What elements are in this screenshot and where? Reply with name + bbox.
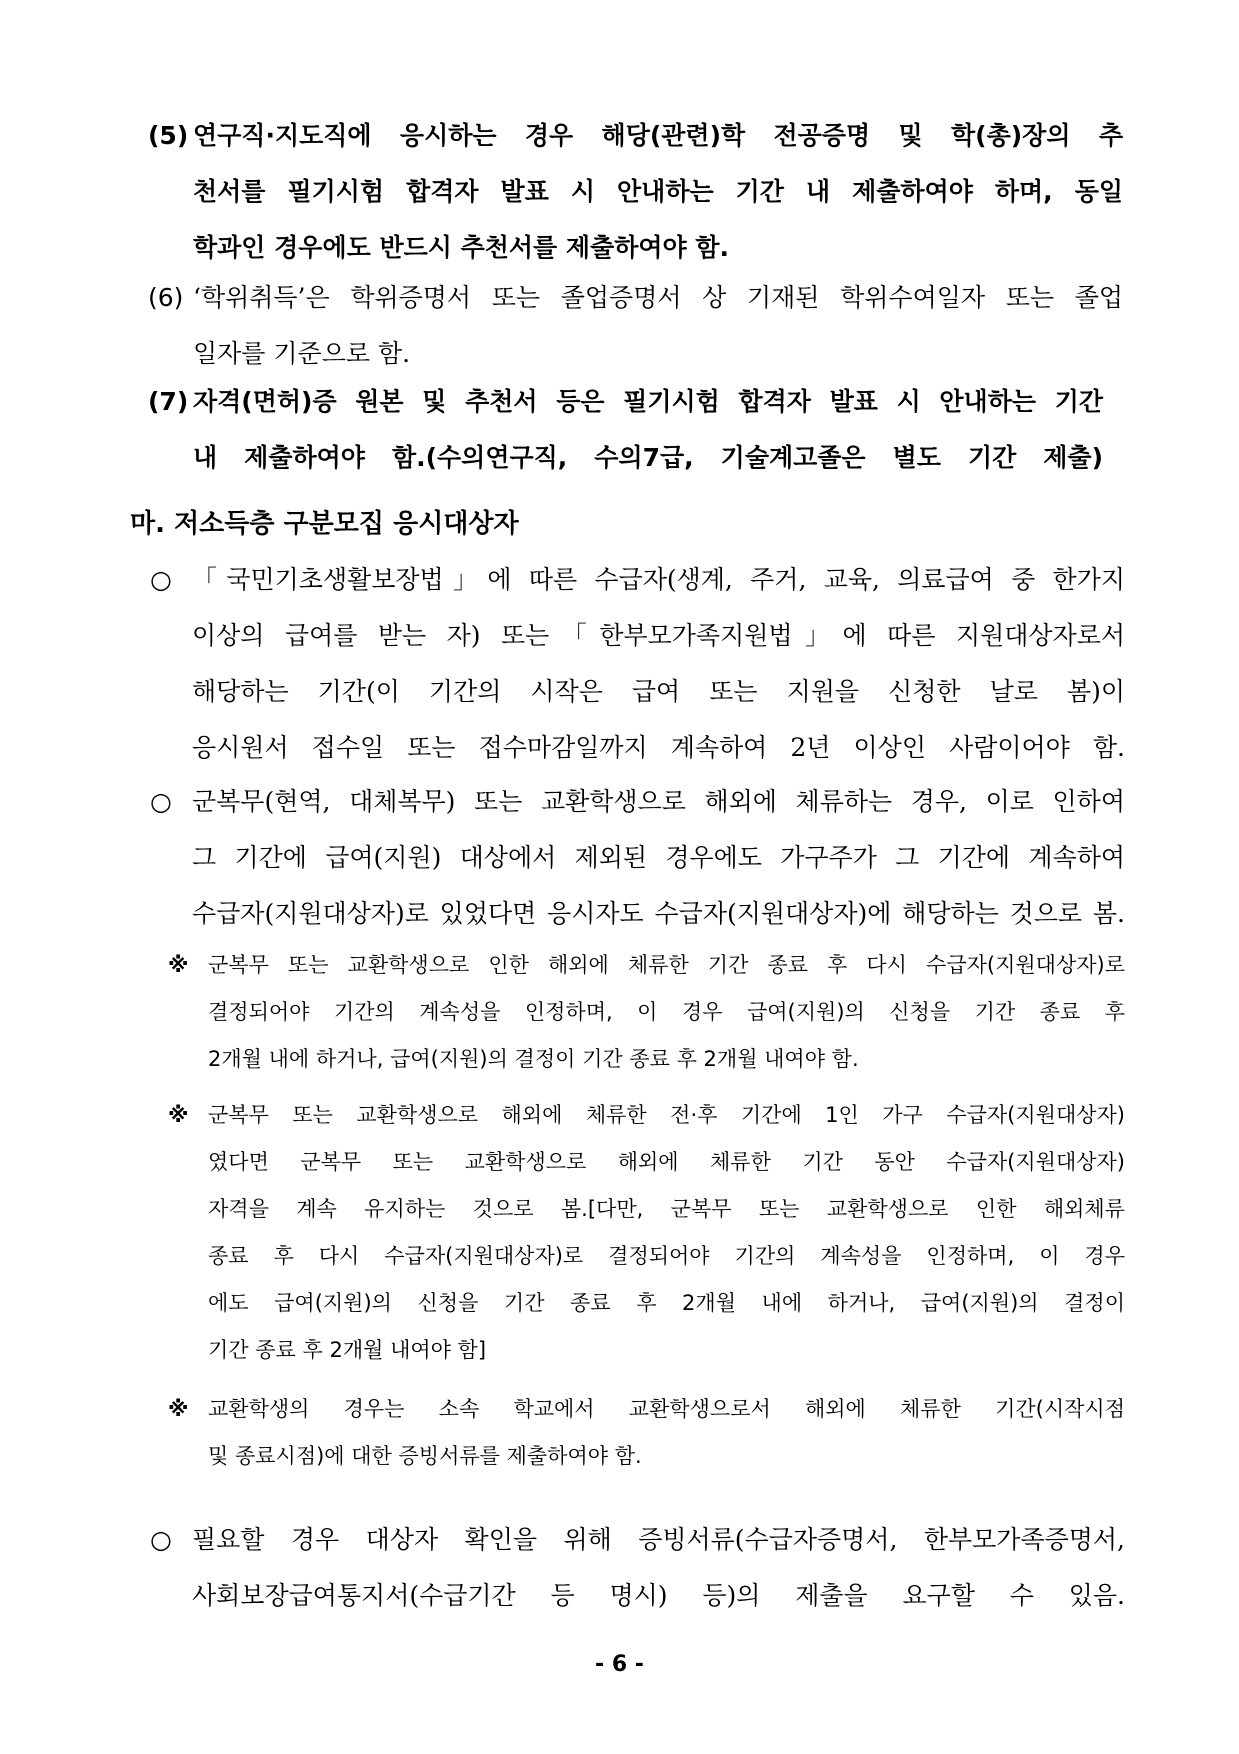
item-text — [193, 374, 1103, 486]
item-text — [193, 270, 1123, 382]
text-line: 그 기간에 급여(지원) 대상에서 제외된 경우에도 가구주가 그 기간에 계속하여 — [192, 843, 1125, 872]
page-number: - 6 - — [595, 1652, 644, 1677]
item-number: (6) — [148, 283, 184, 312]
text-line: 사회보장급여통지서(수급기간 등 명시) 등)의 제출을 요구할 수 있음. — [192, 1581, 1125, 1610]
text-line: 내 제출하여야 함.(수의연구직, 수의7급, 기술계고졸은 별도 기간 제출) — [193, 443, 1103, 472]
note-text — [208, 1092, 1125, 1374]
text-line: 및 종료시점)에 대한 증빙서류를 제출하여야 함. — [208, 1444, 642, 1468]
text-line: 일자를 기준으로 함. — [193, 339, 411, 368]
text-line: 군복무 또는 교환학생으로 해외에 체류한 전·후 기간에 1인 가구 수급자(지원대상자) — [208, 1103, 1125, 1127]
note-text — [208, 942, 1125, 1083]
text-line: 자격(면허)증 원본 및 추천서 등은 필기시험 합격자 발표 시 안내하는 기간 — [193, 387, 1103, 416]
reference-mark-icon: ※ — [168, 1397, 189, 1421]
text-line: 필요할 경우 대상자 확인을 위해 증빙서류(수급자증명서, 한부모가족증명서, — [192, 1525, 1125, 1554]
text-line: 천서를 필기시험 합격자 발표 시 안내하는 기간 내 제출하여야 하며, 동일 — [193, 177, 1123, 206]
text-line: 교환학생의 경우는 소속 학교에서 교환학생으로서 해외에 체류한 기간(시작시점 — [208, 1397, 1125, 1421]
text-line: 군복무 또는 교환학생으로 인한 해외에 체류한 기간 종료 후 다시 수급자(지원대상자)로 — [208, 953, 1125, 977]
text-line: 였다면 군복무 또는 교환학생으로 해외에 체류한 기간 동안 수급자(지원대상자) — [208, 1150, 1125, 1174]
item-number: (7) — [148, 387, 189, 416]
text-line: 이상의 급여를 받는 자) 또는「한부모가족지원법」에 따른 지원대상자로서 — [192, 621, 1125, 650]
text-line: ‘학위취득’은 학위증명서 또는 졸업증명서 상 기재된 학위수여일자 또는 졸업 — [193, 283, 1123, 312]
circle-bullet-icon: ○ — [150, 1525, 172, 1554]
text-line: 에도 급여(지원)의 신청을 기간 종료 후 2개월 내에 하거나, 급여(지원)의 결정이 — [208, 1291, 1125, 1315]
note-text — [208, 1386, 1125, 1480]
text-line: 기간 종료 후 2개월 내여야 함] — [208, 1338, 487, 1362]
text-line: 「국민기초생활보장법」에 따른 수급자(생계, 주거, 교육, 의료급여 중 한가지 — [192, 565, 1125, 594]
circle-bullet-icon: ○ — [150, 787, 172, 816]
reference-mark-icon: ※ — [168, 953, 189, 977]
bullet-text — [192, 774, 1125, 942]
text-line: 해당하는 기간(이 기간의 시작은 급여 또는 지원을 신청한 날로 봄)이 — [192, 677, 1125, 706]
item-text — [193, 108, 1123, 276]
text-line: 2개월 내에 하거나, 급여(지원)의 결정이 기간 종료 후 2개월 내여야 함. — [208, 1047, 859, 1071]
item-number: (5) — [148, 121, 189, 150]
circle-bullet-icon: ○ — [150, 565, 172, 594]
section-heading: 마. 저소득층 구분모집 응시대상자 — [130, 509, 519, 539]
bullet-text — [192, 1512, 1125, 1624]
text-line: 종료 후 다시 수급자(지원대상자)로 결정되어야 기간의 계속성을 인정하며, 이 경우 — [208, 1244, 1125, 1268]
reference-mark-icon: ※ — [168, 1103, 189, 1127]
bullet-text — [192, 552, 1125, 776]
text-line: 자격을 계속 유지하는 것으로 봄.[다만, 군복무 또는 교환학생으로 인한 해외체류 — [208, 1197, 1125, 1221]
text-line: 군복무(현역, 대체복무) 또는 교환학생으로 해외에 체류하는 경우, 이로 인하여 — [192, 787, 1125, 816]
text-line: 연구직·지도직에 응시하는 경우 해당(관련)학 전공증명 및 학(총)장의 추 — [193, 121, 1123, 150]
text-line: 학과인 경우에도 반드시 추천서를 제출하여야 함. — [193, 233, 730, 262]
text-line: 결정되어야 기간의 계속성을 인정하며, 이 경우 급여(지원)의 신청을 기간 종료 후 — [208, 1000, 1125, 1024]
text-line: 수급자(지원대상자)로 있었다면 응시자도 수급자(지원대상자)에 해당하는 것으로 봄. — [192, 899, 1125, 928]
text-line: 응시원서 접수일 또는 접수마감일까지 계속하여 2년 이상인 사람이어야 함. — [192, 733, 1125, 762]
